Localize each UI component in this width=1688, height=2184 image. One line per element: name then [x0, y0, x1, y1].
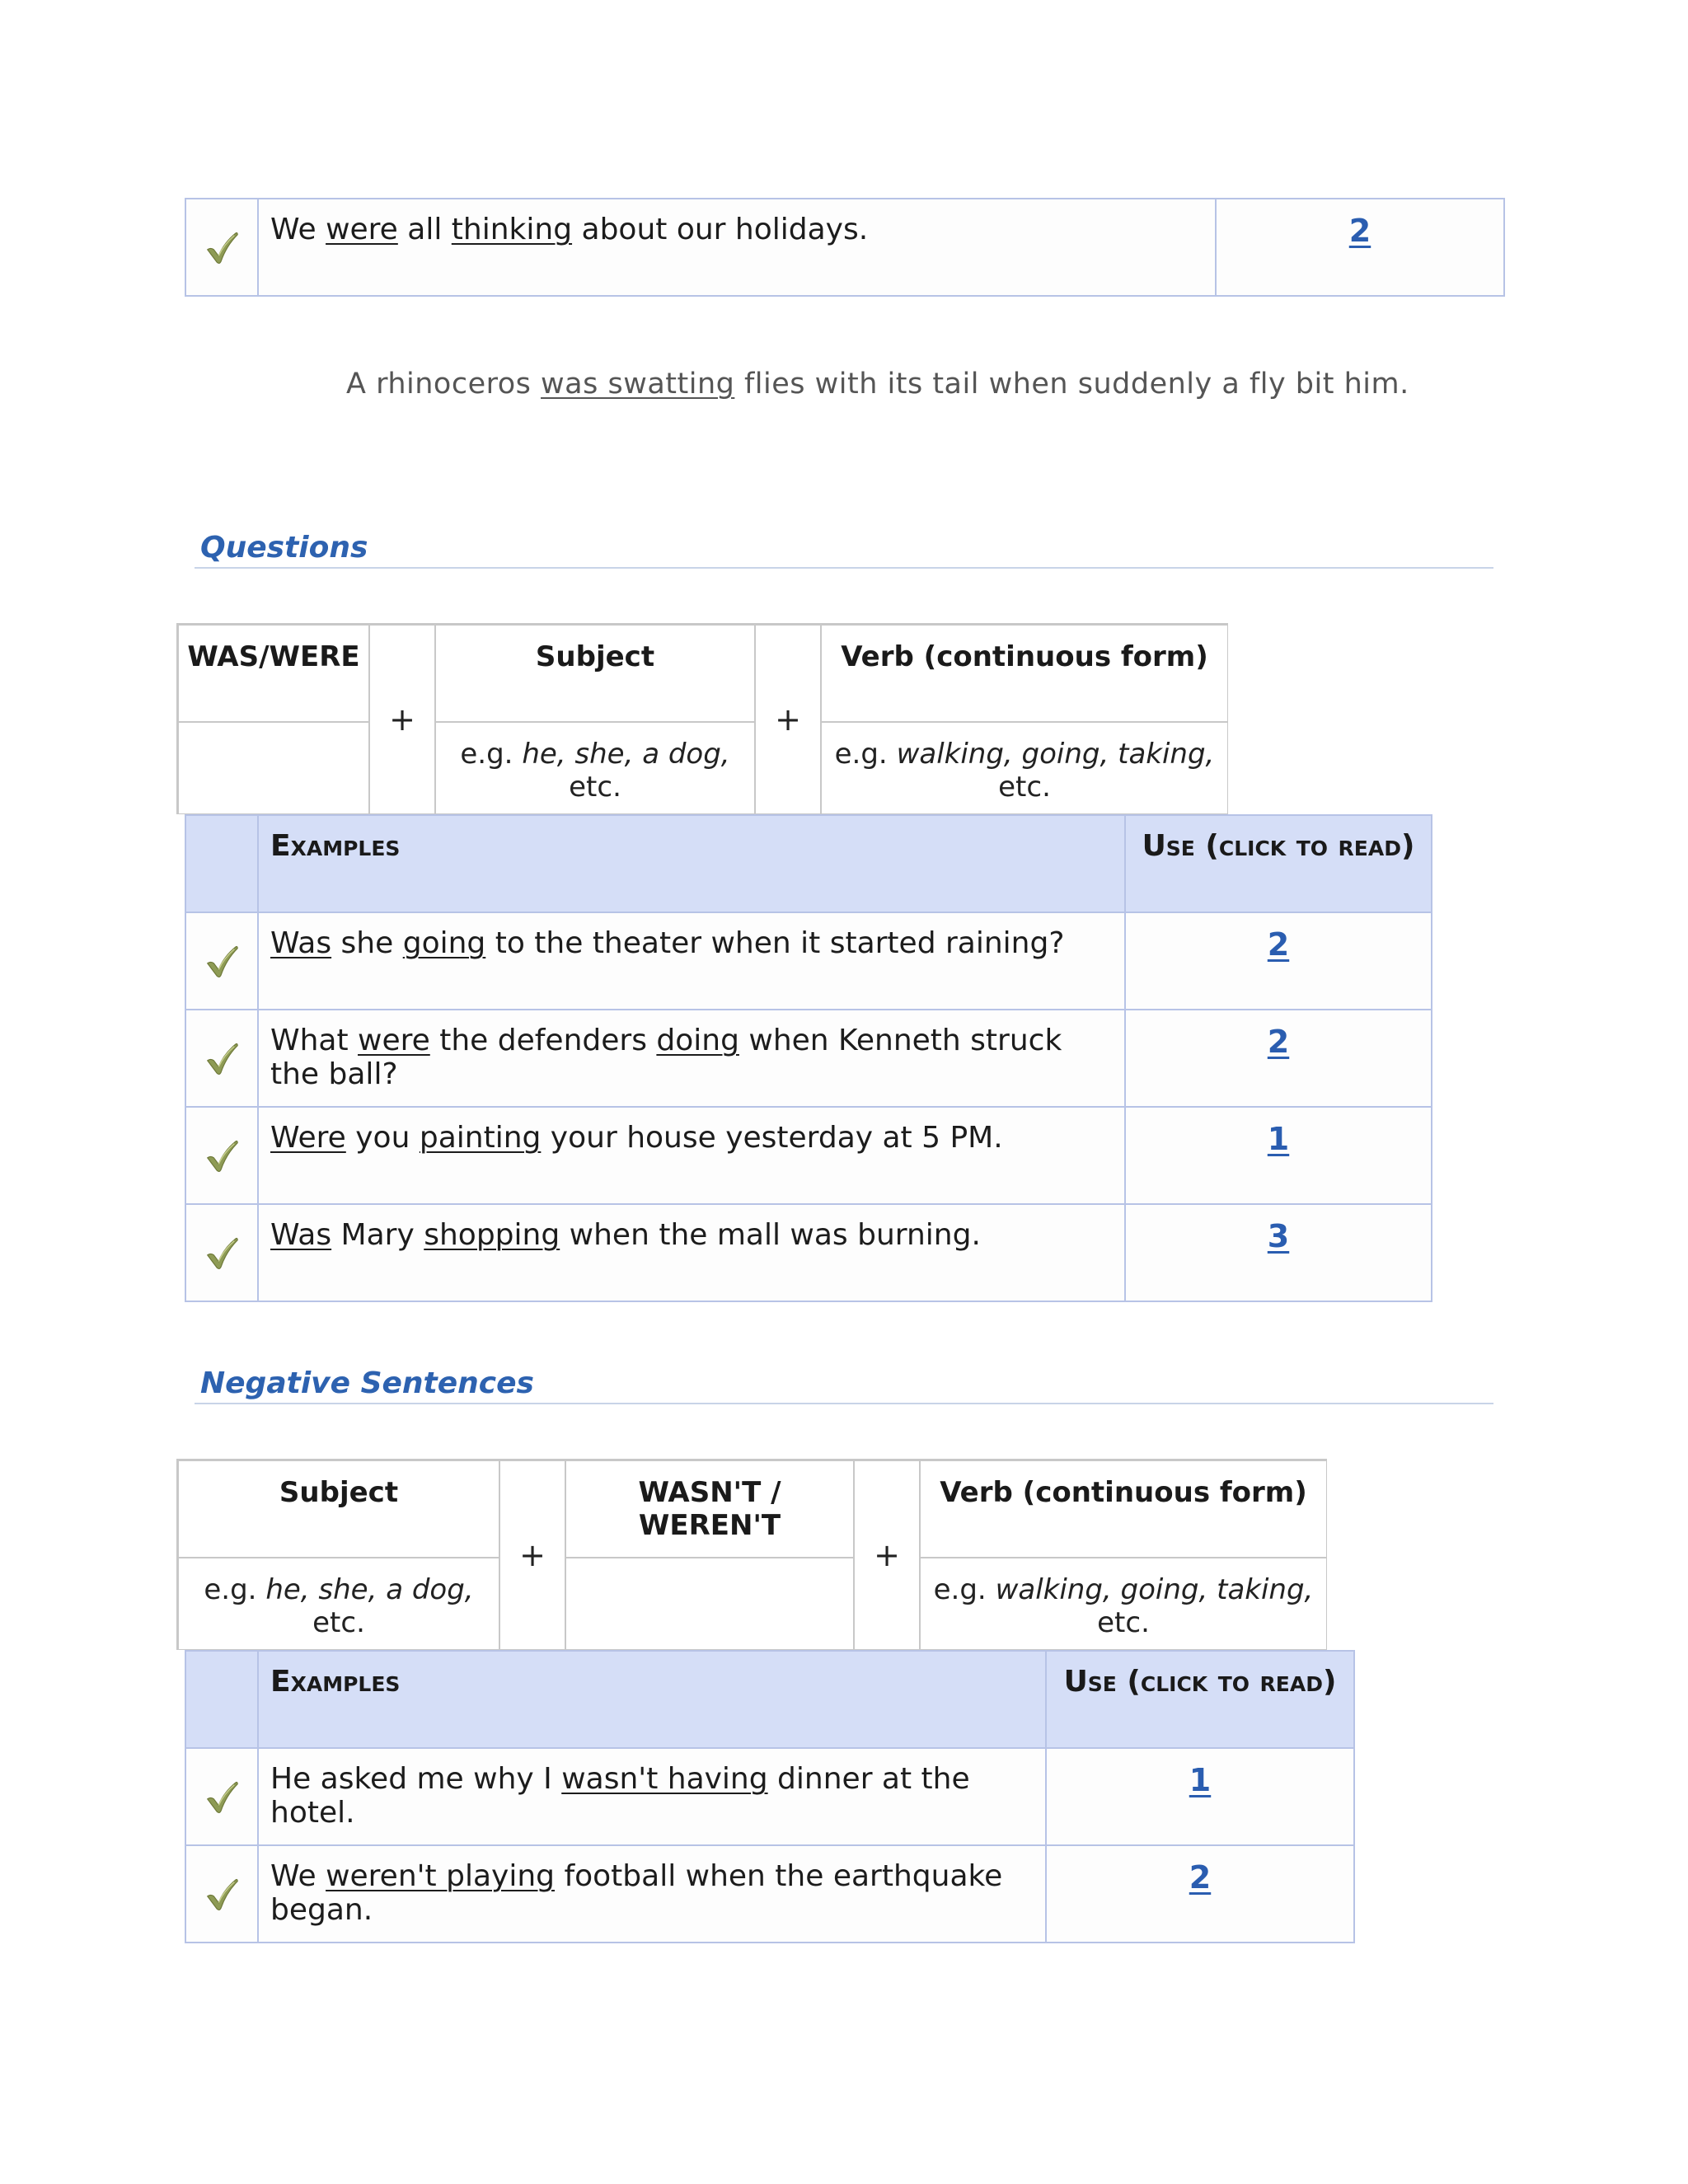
header-use: Use (click to read): [1046, 1651, 1354, 1748]
questions-formula-table: [176, 623, 1228, 814]
header-examples: Examples: [258, 1651, 1046, 1748]
example-sentence: Was she going to the theater when it started raining?: [258, 912, 1125, 1010]
use-cell: [1125, 1204, 1432, 1301]
section-title-negative: Negative Sentences: [200, 1366, 534, 1400]
header-examples: Examples: [258, 815, 1125, 912]
formula-example-empty: [565, 1558, 854, 1650]
use-link[interactable]: 2: [1348, 213, 1372, 249]
header-blank: [185, 815, 258, 912]
checkmark-icon: [203, 942, 241, 980]
table-row: [185, 1107, 1432, 1204]
use-link[interactable]: 2: [1267, 926, 1290, 963]
formula-example-verb: e.g. walking, going, taking, etc.: [821, 722, 1228, 814]
use-cell: [1046, 1845, 1354, 1943]
formula-head-subject: Subject: [435, 625, 755, 722]
section-divider: [195, 1403, 1493, 1404]
checkmark-icon: [203, 1234, 241, 1272]
header-blank: [185, 1651, 258, 1748]
check-cell: [185, 199, 258, 296]
formula-head-subject: Subject: [178, 1460, 499, 1558]
formula-plus: +: [854, 1460, 920, 1650]
checkmark-icon: [203, 1137, 241, 1174]
example-sentence: We weren't playing football when the earthquake began.: [258, 1845, 1046, 1943]
formula-example-empty: [178, 722, 369, 814]
table-row: [185, 1204, 1432, 1301]
checkmark-icon: [203, 1039, 241, 1077]
image-caption: A rhinoceros was swatting flies with its tail when suddenly a fly bit him.: [346, 368, 1409, 401]
formula-example-subject: e.g. he, she, a dog, etc.: [435, 722, 755, 814]
section-divider: [195, 567, 1493, 569]
top-example-table: [185, 198, 1505, 297]
table-row: [185, 912, 1432, 1010]
check-cell: [185, 1845, 258, 1943]
table-row: [185, 1748, 1354, 1845]
formula-plus: +: [499, 1460, 565, 1650]
table-row: [185, 199, 1504, 296]
section-title-questions: Questions: [200, 531, 368, 565]
check-cell: [185, 1010, 258, 1107]
formula-head-was-were: WAS/WERE: [178, 625, 369, 722]
use-link[interactable]: 1: [1267, 1121, 1290, 1157]
checkmark-icon: [203, 1875, 241, 1913]
check-cell: [185, 1748, 258, 1845]
check-cell: [185, 1204, 258, 1301]
example-sentence: Were you painting your house yesterday at 5 PM.: [258, 1107, 1125, 1204]
table-header-row: [185, 815, 1432, 912]
check-cell: [185, 912, 258, 1010]
use-cell: [1125, 1010, 1432, 1107]
use-cell: [1125, 1107, 1432, 1204]
check-cell: [185, 1107, 258, 1204]
formula-plus: +: [755, 625, 821, 814]
use-cell: [1046, 1748, 1354, 1845]
use-cell: [1125, 912, 1432, 1010]
example-sentence: We were all thinking about our holidays.: [258, 199, 1216, 296]
negative-formula-table: [176, 1459, 1327, 1650]
formula-example-verb: e.g. walking, going, taking, etc.: [920, 1558, 1327, 1650]
example-sentence: Was Mary shopping when the mall was burning.: [258, 1204, 1125, 1301]
use-link[interactable]: 2: [1189, 1859, 1212, 1896]
table-row: [185, 1010, 1432, 1107]
formula-head-wasnt-werent: WASN'T / WEREN'T: [565, 1460, 854, 1558]
example-sentence: What were the defenders doing when Kenneth struck the ball?: [258, 1010, 1125, 1107]
use-link[interactable]: 1: [1189, 1762, 1212, 1798]
table-row: [185, 1845, 1354, 1943]
formula-head-verb: Verb (continuous form): [920, 1460, 1327, 1558]
negative-examples-table: [185, 1650, 1355, 1943]
checkmark-icon: [203, 1778, 241, 1816]
use-link[interactable]: 3: [1267, 1218, 1290, 1254]
table-header-row: [185, 1651, 1354, 1748]
formula-plus: +: [369, 625, 435, 814]
checkmark-icon: [203, 228, 241, 266]
formula-example-subject: e.g. he, she, a dog, etc.: [178, 1558, 499, 1650]
use-link[interactable]: 2: [1267, 1024, 1290, 1060]
use-cell: [1216, 199, 1504, 296]
questions-examples-table: [185, 814, 1432, 1302]
example-sentence: He asked me why I wasn't having dinner at the hotel.: [258, 1748, 1046, 1845]
formula-head-verb: Verb (continuous form): [821, 625, 1228, 722]
header-use: Use (click to read): [1125, 815, 1432, 912]
